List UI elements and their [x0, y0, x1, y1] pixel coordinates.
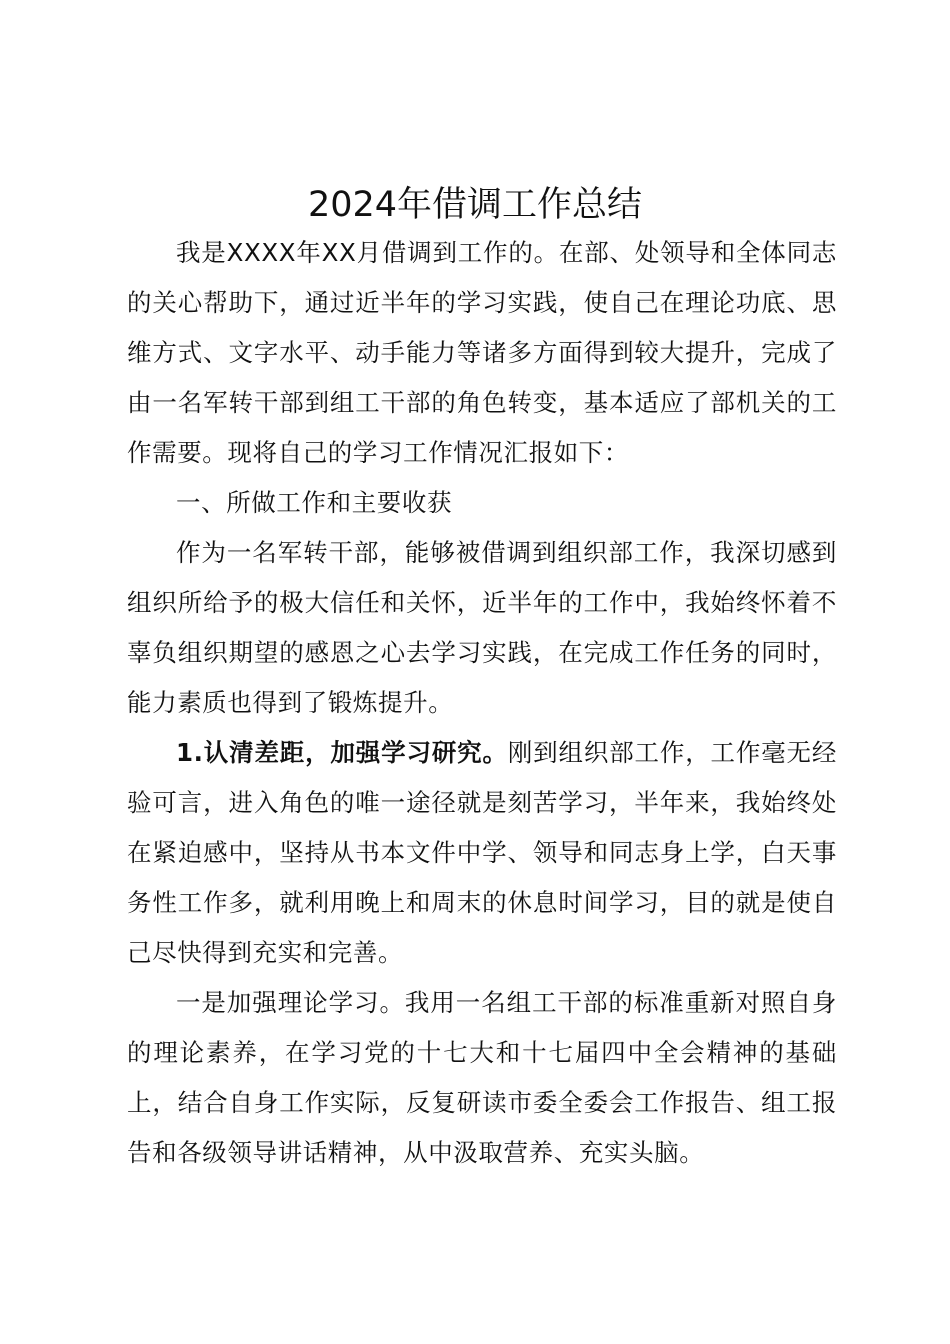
section-heading: 一、所做工作和主要收获 [176, 488, 453, 517]
subsection-heading: 1.认清差距，加强学习研究。 [176, 738, 508, 767]
section-paragraph: 作为一名军转干部，能够被借调到组织部工作，我深切感到组织所给予的极大信任和关怀，近半年的工作中，我始终怀着不辜负组织期望的感恩之心去学习实践，在完成工作任务的同时，能力素质也得到了锻炼提升。 [127, 538, 837, 717]
intro-paragraph: 我是XXXX年XX月借调到工作的。在部、处领导和全体同志的关心帮助下，通过近半年的学习实践，使自己在理论功底、思维方式、文字水平、动手能力等诸多方面得到较大提升，完成了由一名军转干部到组工干部的角色转变，基本适应了部机关的工作需要。现将自己的学习工作情况汇报如下： [127, 238, 837, 467]
document-body [127, 228, 837, 1178]
theory-study-paragraph: 一是加强理论学习。我用一名组工干部的标准重新对照自身的理论素养，在学习党的十七大和十七届四中全会精神的基础上，结合自身工作实际，反复研读市委全委会工作报告、组工报告和各级领导讲话精神，从中汲取营养、充实头脑。 [127, 988, 837, 1167]
document-title: 2024年借调工作总结 [307, 185, 643, 225]
subsection-paragraph [127, 728, 837, 978]
subsection-text: 刚到组织部工作，工作毫无经验可言，进入角色的唯一途径就是刻苦学习，半年来，我始终处在紧迫感中，坚持从书本文件中学、领导和同志身上学，白天事务性工作多，就利用晚上和周末的休息时间学习，目的就是使自己尽快得到充实和完善。 [127, 738, 837, 967]
